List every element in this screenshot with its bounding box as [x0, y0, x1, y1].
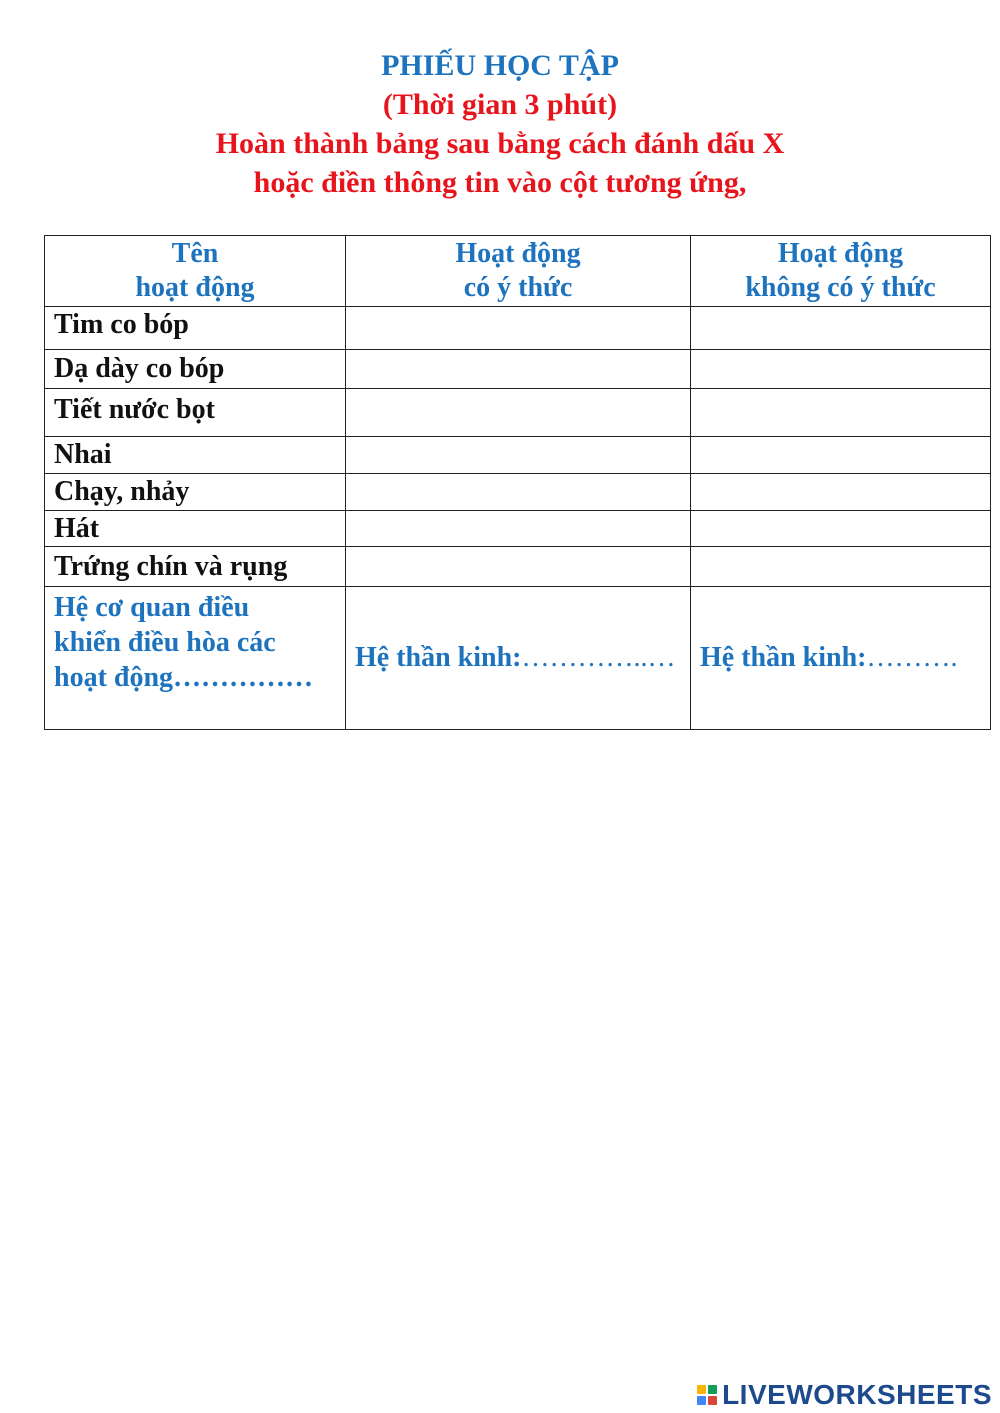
logo-square — [697, 1385, 706, 1394]
activity-label: Trứng chín và rụng — [45, 547, 346, 587]
unconscious-cell[interactable] — [691, 437, 991, 474]
logo-square — [697, 1396, 706, 1405]
instruction-line-2: hoặc điền thông tin vào cột tương ứng, — [253, 166, 747, 199]
unconscious-cell[interactable] — [691, 547, 991, 587]
organ-system-label: Hệ cơ quan điều khiển điều hòa các hoạt động…………… — [45, 587, 346, 730]
conscious-cell[interactable] — [346, 389, 691, 437]
conscious-cell[interactable] — [346, 511, 691, 547]
unconscious-cell[interactable] — [691, 307, 991, 350]
unconscious-cell[interactable] — [691, 389, 991, 437]
conscious-cell[interactable] — [346, 474, 691, 511]
table-row — [45, 474, 991, 511]
time-limit: (Thời gian 3 phút) — [382, 88, 618, 121]
header-unconscious: Hoạt động không có ý thức — [691, 236, 991, 307]
conscious-cell[interactable] — [346, 437, 691, 474]
activity-label: Tim co bóp — [45, 307, 346, 350]
activity-label: Tiết nước bọt — [45, 389, 346, 437]
unconscious-nervous-system-field[interactable]: Hệ thần kinh:………. — [691, 587, 991, 730]
nervous-system-row — [45, 587, 991, 730]
conscious-nervous-system-field[interactable]: Hệ thần kinh:…………..… — [346, 587, 691, 730]
brand-name: LIVEWORKSHEETS — [722, 1379, 992, 1410]
conscious-cell[interactable] — [346, 547, 691, 587]
instruction-line-1: Hoàn thành bảng sau bằng cách đánh dấu X — [215, 127, 785, 160]
table-header-row — [45, 236, 991, 307]
worksheet-header — [0, 46, 1000, 202]
fill-in-dots: …………..… — [521, 642, 676, 673]
logo-square — [708, 1396, 717, 1405]
header-activity-name: Tên hoạt động — [45, 236, 346, 307]
table-row — [45, 307, 991, 350]
header-conscious: Hoạt động có ý thức — [346, 236, 691, 307]
activity-table — [44, 235, 991, 730]
conscious-cell[interactable] — [346, 350, 691, 389]
table-row — [45, 389, 991, 437]
liveworksheets-logo-icon — [697, 1385, 717, 1405]
liveworksheets-brand — [697, 1378, 992, 1412]
fill-in-dots: ………. — [866, 642, 958, 673]
worksheet-title: PHIẾU HỌC TẬP — [381, 49, 619, 82]
unconscious-cell[interactable] — [691, 350, 991, 389]
table-row — [45, 350, 991, 389]
activity-label: Chạy, nhảy — [45, 474, 346, 511]
table-row — [45, 547, 991, 587]
conscious-cell[interactable] — [346, 307, 691, 350]
activity-label: Nhai — [45, 437, 346, 474]
activity-label: Hát — [45, 511, 346, 547]
logo-square — [708, 1385, 717, 1394]
table-row — [45, 511, 991, 547]
table-row — [45, 437, 991, 474]
unconscious-cell[interactable] — [691, 474, 991, 511]
activity-label: Dạ dày co bóp — [45, 350, 346, 389]
unconscious-cell[interactable] — [691, 511, 991, 547]
